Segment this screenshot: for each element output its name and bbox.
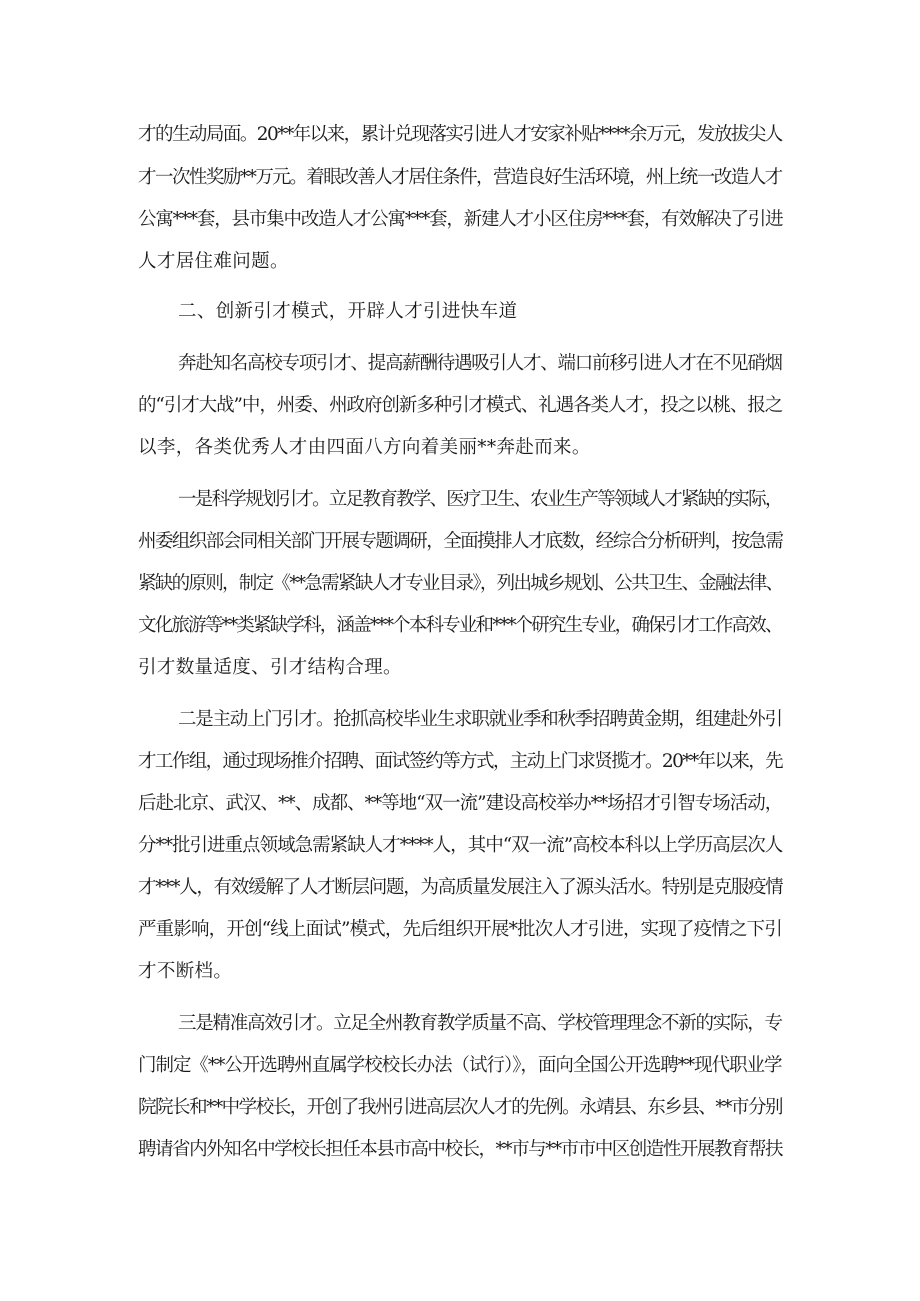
body-text-line: 人才居住难问题。 bbox=[138, 251, 289, 272]
body-text-line: 聘请省内外知名中学校长担任本县市高中校长，**市与**市市中区创造性开展教育帮扶 bbox=[138, 1139, 783, 1160]
body-text-line: 引才数量适度、引才结构合理。 bbox=[138, 657, 402, 678]
body-text-line: 才一次性奖励**万元。着眼改善人才居住条件，营造良好生活环境，州上统一改造人才 bbox=[138, 167, 782, 188]
body-text-line: 一是科学规划引才。立足教育教学、医疗卫生、农业生产等领域人才紧缺的实际， bbox=[178, 489, 782, 510]
body-text-line: 才的生动局面。20**年以来，累计兑现落实引进人才安家补贴****余万元，发放拔尖人 bbox=[138, 124, 782, 145]
body-text-line: 后赴北京、武汉、**、成都、**等地“双一流”建设高校举办**场招才引智专场活动， bbox=[138, 793, 783, 814]
section-heading: 二、创新引才模式，开辟人才引进快车道 bbox=[178, 301, 518, 322]
body-text-line: 才***人，有效缓解了人才断层问题，为高质量发展注入了源头活水。特别是克服疫情 bbox=[138, 877, 783, 898]
body-text-line: 院院长和**中学校长，开创了我州引进高层次人才的先例。永靖县、东乡县、**市分别 bbox=[138, 1097, 783, 1118]
body-text-line: 州委组织部会同相关部门开展专题调研，全面摸排人才底数，经综合分析研判，按急需 bbox=[138, 531, 783, 552]
body-text-line: 才工作组，通过现场推介招聘、面试签约等方式，主动上门求贤揽才。20**年以来，先 bbox=[138, 751, 783, 772]
body-text-line: 分**批引进重点领域急需紧缺人才****人，其中“双一流”高校本科以上学历高层次人 bbox=[138, 835, 783, 856]
body-text-line: 的“引才大战”中，州委、州政府创新多种引才模式、礼遇各类人才，投之以桃、报之 bbox=[138, 395, 783, 416]
body-text-line: 二是主动上门引才。抢抓高校毕业生求职就业季和秋季招聘黄金期，组建赴外引 bbox=[178, 709, 782, 730]
body-text-line: 才不断档。 bbox=[138, 961, 233, 982]
body-text-line: 以李，各类优秀人才由四面八方向着美丽**奔赴而来。 bbox=[138, 437, 591, 458]
body-text-line: 紧缺的原则，制定《**急需紧缺人才专业目录》，列出城乡规划、公共卫生、金融法律、 bbox=[138, 573, 783, 594]
body-text-line: 文化旅游等**类紧缺学科，涵盖***个本科专业和***个研究生专业，确保引才工作高效、 bbox=[138, 615, 782, 636]
body-text-line: 门制定《**公开选聘州直属学校校长办法（试行）》，面向全国公开选聘**现代职业学 bbox=[138, 1055, 782, 1076]
body-text-line: 奔赴知名高校专项引才、提高薪酬待遇吸引人才、端口前移引进人才在不见硝烟 bbox=[178, 353, 782, 374]
body-text-line: 三是精准高效引才。立足全州教育教学质量不高、学校管理理念不新的实际，专 bbox=[178, 1013, 782, 1034]
body-text-line: 严重影响，开创“线上面试”模式，先后组织开展*批次人才引进，实现了疫情之下引 bbox=[138, 919, 782, 940]
body-text-line: 公寓***套，县市集中改造人才公寓***套，新建人才小区住房***套，有效解决了引进 bbox=[138, 209, 783, 230]
